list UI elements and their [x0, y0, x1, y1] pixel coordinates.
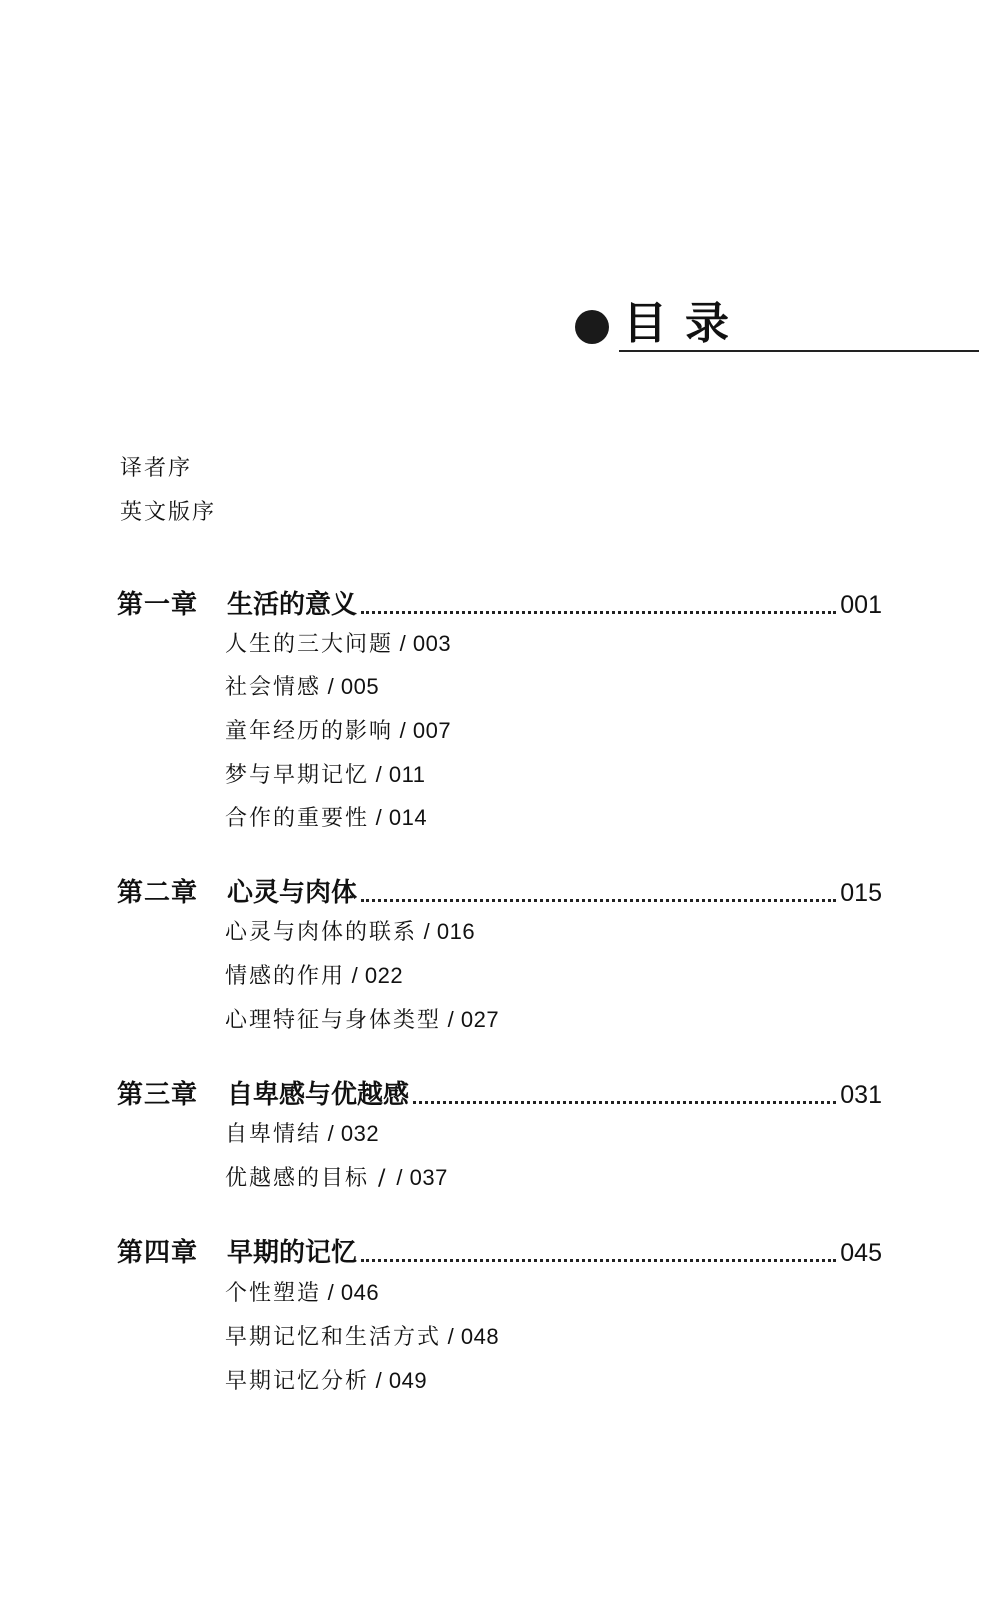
- section-page: 007: [412, 718, 452, 743]
- dot-leader: [413, 1101, 836, 1104]
- chapter-page: 001: [840, 591, 882, 619]
- chapter-page: 015: [840, 879, 882, 907]
- front-matter-item[interactable]: 英文版序: [120, 500, 217, 525]
- section-page: 032: [340, 1121, 380, 1146]
- section-title: 合作的重要性: [225, 806, 370, 831]
- chapter-entry[interactable]: [117, 873, 882, 909]
- dot-leader: [361, 899, 836, 902]
- section-entry[interactable]: 人生的三大问题 / 003: [225, 631, 452, 657]
- section-entry[interactable]: 优越感的目标 / / 037: [225, 1165, 448, 1191]
- section-title: 心灵与肉体的联系: [225, 920, 418, 945]
- section-page: 022: [364, 963, 404, 988]
- section-entry[interactable]: 童年经历的影响 / 007: [225, 718, 452, 744]
- section-entry[interactable]: 心灵与肉体的联系 / 016: [225, 919, 476, 945]
- toc-header: [575, 300, 982, 356]
- section-entry[interactable]: 情感的作用 / 022: [225, 963, 404, 989]
- chapter-entry[interactable]: [117, 585, 882, 621]
- dot-leader: [361, 1259, 836, 1262]
- section-title: 童年经历的影响: [225, 719, 394, 744]
- section-entry[interactable]: 个性塑造 / 046: [225, 1280, 380, 1306]
- front-matter-item[interactable]: 译者序: [120, 456, 193, 481]
- section-entry[interactable]: 早期记忆和生活方式 / 048: [225, 1324, 500, 1350]
- section-page: 011: [388, 762, 426, 787]
- section-page: 048: [460, 1324, 500, 1349]
- section-title: 优越感的目标 /: [225, 1166, 397, 1191]
- section-title: 自卑情结: [225, 1122, 322, 1147]
- dot-leader: [361, 611, 836, 614]
- chapter-title: 心灵与肉体: [227, 878, 358, 908]
- section-entry[interactable]: 自卑情结 / 032: [225, 1121, 380, 1147]
- toc-title: 目录: [623, 298, 747, 349]
- chapter-title: 自卑感与优越感: [227, 1080, 410, 1110]
- section-title: 早期记忆和生活方式: [225, 1325, 442, 1350]
- section-title: 人生的三大问题: [225, 632, 394, 657]
- chapter-page: 031: [840, 1081, 882, 1109]
- section-title: 社会情感: [225, 675, 322, 700]
- chapter-title: 早期的记忆: [227, 1238, 358, 1268]
- section-page: 037: [409, 1165, 448, 1190]
- section-entry[interactable]: 心理特征与身体类型 / 027: [225, 1007, 500, 1033]
- section-page: 049: [388, 1368, 428, 1393]
- section-page: 003: [412, 631, 452, 656]
- section-entry[interactable]: 合作的重要性 / 014: [225, 805, 428, 831]
- section-title: 早期记忆分析: [225, 1369, 370, 1394]
- chapter-number: 第一章: [117, 590, 199, 620]
- section-title: 个性塑造: [225, 1281, 322, 1306]
- section-page: 016: [436, 919, 476, 944]
- chapter-page: 045: [840, 1239, 882, 1267]
- chapter-number: 第四章: [117, 1238, 199, 1268]
- chapter-number: 第三章: [117, 1080, 199, 1110]
- chapter-entry[interactable]: [117, 1075, 882, 1111]
- section-title: 情感的作用: [225, 964, 346, 989]
- section-page: 027: [460, 1007, 500, 1032]
- section-entry[interactable]: 社会情感 / 005: [225, 674, 380, 700]
- title-underline: [619, 350, 979, 352]
- section-title: 梦与早期记忆: [225, 763, 370, 788]
- section-page: 046: [340, 1280, 380, 1305]
- chapter-title: 生活的意义: [227, 590, 358, 620]
- section-page: 005: [340, 674, 380, 699]
- section-title: 心理特征与身体类型: [225, 1008, 442, 1033]
- section-page: 014: [388, 805, 428, 830]
- section-entry[interactable]: 梦与早期记忆 / 011: [225, 762, 426, 788]
- section-entry[interactable]: 早期记忆分析 / 049: [225, 1368, 428, 1394]
- bullet-circle-icon: [575, 310, 609, 344]
- chapter-entry[interactable]: [117, 1233, 882, 1269]
- chapter-number: 第二章: [117, 878, 199, 908]
